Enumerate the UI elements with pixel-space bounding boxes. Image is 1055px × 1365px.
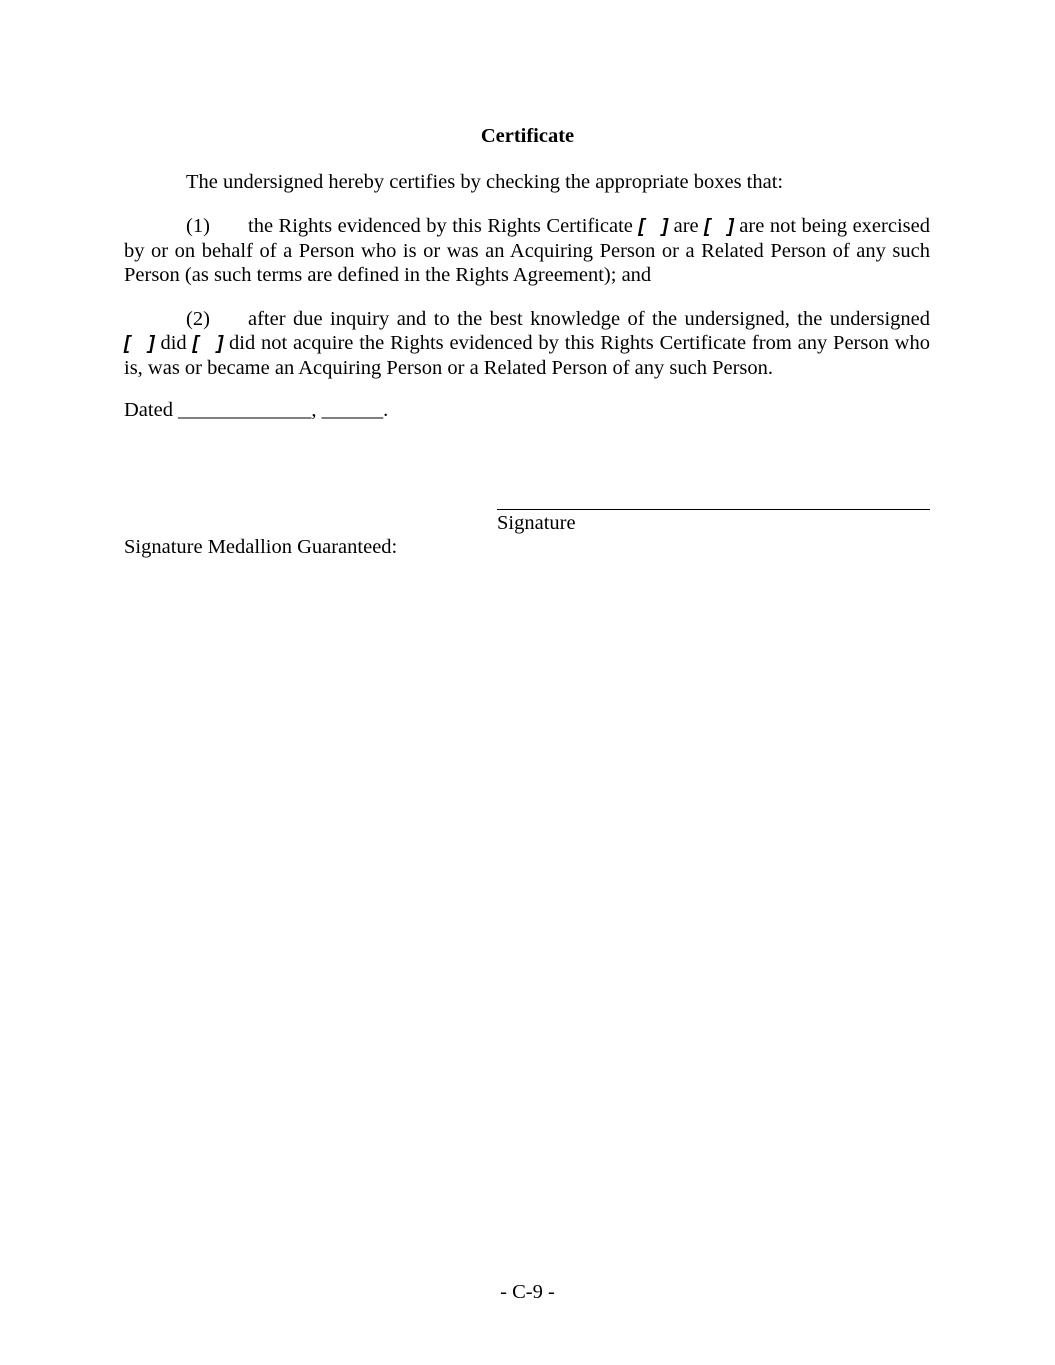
certification-item-1	[124, 214, 930, 287]
checkbox-are[interactable]: [ ]	[638, 216, 669, 237]
page-title: Certificate	[480, 125, 575, 147]
dated-field[interactable]: Dated _____________, ______.	[124, 399, 389, 421]
page-number: - C-9 -	[500, 1281, 555, 1303]
item-2-number: (2)	[186, 308, 210, 330]
signature-label: Signature	[497, 512, 576, 534]
checkbox-did-not[interactable]: [ ]	[192, 333, 224, 354]
certification-item-2	[124, 307, 930, 380]
item-1-text-a: the Rights evidenced by this Rights Certificate	[248, 215, 639, 237]
item-2-text-c: did not acquire the Rights evidenced by this Rights Certificate from any Person who is, was or became an Acquiring Person or a Related Person of any such Person.	[124, 332, 930, 379]
intro-text: The undersigned hereby certifies by checking the appropriate boxes that:	[186, 171, 784, 193]
item-1-text-c: are not being exercised by or on behalf of a Person who is or was an Acquiring Person or a Related Person of any such Person (as such terms are defined in the Rights Agreement); and	[124, 215, 930, 286]
checkbox-are-not[interactable]: [ ]	[704, 216, 734, 237]
item-2-text-b: did	[154, 332, 193, 354]
item-1-number: (1)	[186, 215, 210, 237]
item-2-text-a: after due inquiry and to the best knowledge of the undersigned, the undersigned	[248, 308, 930, 330]
signature-line[interactable]	[497, 509, 930, 510]
medallion-guarantee-label: Signature Medallion Guaranteed:	[124, 536, 398, 558]
checkbox-did[interactable]: [ ]	[124, 333, 155, 354]
item-1-text-b: are	[668, 215, 705, 237]
